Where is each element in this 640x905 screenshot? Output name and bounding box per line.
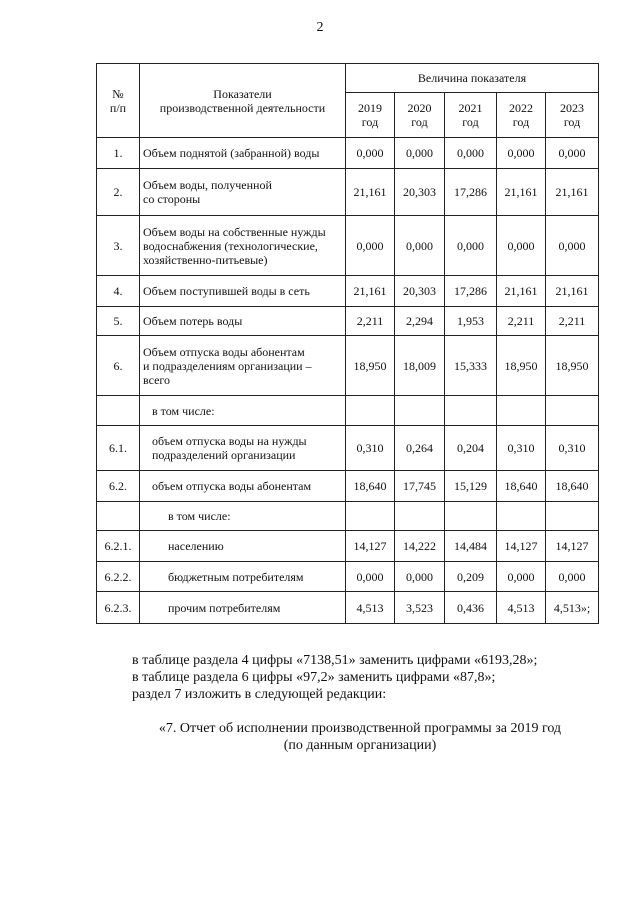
- section-title-line-2: (по данным организации): [283, 738, 437, 753]
- indicator-value: [497, 396, 546, 426]
- indicator-value: 4,513»;: [546, 592, 599, 624]
- indicator-value: [445, 396, 497, 426]
- indicator-value: 18,640: [546, 471, 599, 502]
- indicator-name: Объем поднятой (забранной) воды: [140, 138, 346, 169]
- indicator-value: 21,161: [346, 169, 395, 216]
- indicator-value: 0,310: [346, 426, 395, 471]
- table-row: [97, 502, 599, 531]
- table-row: [97, 592, 599, 624]
- indicator-value: 0,000: [546, 138, 599, 169]
- indicator-value: 2,211: [546, 307, 599, 336]
- indicator-value: 21,161: [546, 169, 599, 216]
- indicator-name: Объем воды, полученной со стороны: [140, 169, 346, 216]
- indicator-value: 18,950: [497, 336, 546, 396]
- indicator-value: 4,513: [346, 592, 395, 624]
- indicator-value: 21,161: [546, 276, 599, 307]
- indicator-value: 14,484: [445, 531, 497, 562]
- table-row: [97, 426, 599, 471]
- indicator-value: 0,204: [445, 426, 497, 471]
- table-row: [97, 276, 599, 307]
- row-number: 5.: [97, 307, 140, 336]
- indicator-name: прочим потребителям: [140, 592, 346, 624]
- row-number: [97, 502, 140, 531]
- indicator-value: 18,950: [546, 336, 599, 396]
- indicator-value: 17,286: [445, 169, 497, 216]
- indicator-value: 0,000: [395, 138, 445, 169]
- indicator-value: 0,000: [395, 216, 445, 276]
- table-row: [97, 169, 599, 216]
- indicator-value: 14,127: [546, 531, 599, 562]
- indicator-name: Объем поступившей воды в сеть: [140, 276, 346, 307]
- production-indicators-table: [96, 63, 599, 624]
- indicator-value: 18,950: [346, 336, 395, 396]
- indicator-value: [395, 502, 445, 531]
- indicator-value: 0,000: [546, 216, 599, 276]
- table-row: [97, 531, 599, 562]
- col-header-year: 2020 год: [395, 93, 445, 138]
- indicator-value: 17,745: [395, 471, 445, 502]
- row-number: 6.2.3.: [97, 592, 140, 624]
- row-number: 4.: [97, 276, 140, 307]
- indicator-name: объем отпуска воды на нужды подразделений организации: [140, 426, 346, 471]
- indicator-value: 2,294: [395, 307, 445, 336]
- indicator-value: 0,000: [497, 216, 546, 276]
- indicator-value: 14,222: [395, 531, 445, 562]
- indicator-value: 0,310: [546, 426, 599, 471]
- table-row: [97, 138, 599, 169]
- row-number: 6.1.: [97, 426, 140, 471]
- indicator-value: [445, 502, 497, 531]
- section-title: [0, 720, 640, 754]
- row-number: [97, 396, 140, 426]
- indicator-value: 4,513: [497, 592, 546, 624]
- indicator-value: 21,161: [497, 276, 546, 307]
- indicator-value: [546, 396, 599, 426]
- indicator-value: [346, 396, 395, 426]
- indicator-value: 20,303: [395, 276, 445, 307]
- indicator-value: 18,640: [497, 471, 546, 502]
- indicator-value: [395, 396, 445, 426]
- indicator-value: 20,303: [395, 169, 445, 216]
- col-header-year: 2022 год: [497, 93, 546, 138]
- indicator-value: 21,161: [497, 169, 546, 216]
- indicator-value: 0,000: [445, 216, 497, 276]
- indicator-name: Объем воды на собственные нужды водоснабжения (технологические, хозяйственно-питьевые): [140, 216, 346, 276]
- table-row: [97, 471, 599, 502]
- indicator-value: 2,211: [497, 307, 546, 336]
- indicator-value: 0,000: [546, 562, 599, 592]
- indicator-value: 14,127: [497, 531, 546, 562]
- indicator-value: 0,264: [395, 426, 445, 471]
- indicator-value: 17,286: [445, 276, 497, 307]
- col-header-year: 2021 год: [445, 93, 497, 138]
- indicator-value: 0,000: [497, 562, 546, 592]
- col-header-year: 2019 год: [346, 93, 395, 138]
- indicator-value: 2,211: [346, 307, 395, 336]
- indicator-name: объем отпуска воды абонентам: [140, 471, 346, 502]
- indicator-value: 0,000: [346, 562, 395, 592]
- indicator-value: 0,209: [445, 562, 497, 592]
- indicator-name: населению: [140, 531, 346, 562]
- table-row: [97, 336, 599, 396]
- indicator-value: 15,129: [445, 471, 497, 502]
- indicator-value: 21,161: [346, 276, 395, 307]
- table-row: [97, 396, 599, 426]
- indicator-value: 0,000: [346, 216, 395, 276]
- indicator-value: [497, 502, 546, 531]
- indicator-value: 15,333: [445, 336, 497, 396]
- row-number: 6.: [97, 336, 140, 396]
- col-header-year: 2023 год: [546, 93, 599, 138]
- indicator-value: 3,523: [395, 592, 445, 624]
- row-number: 6.2.1.: [97, 531, 140, 562]
- col-header-num: № п/п: [97, 64, 140, 138]
- indicator-name: бюджетным потребителям: [140, 562, 346, 592]
- indicator-name: в том числе:: [140, 502, 346, 531]
- row-number: 2.: [97, 169, 140, 216]
- indicator-value: 1,953: [445, 307, 497, 336]
- indicator-name: Объем потерь воды: [140, 307, 346, 336]
- indicator-value: 0,436: [445, 592, 497, 624]
- amendment-paragraph: в таблице раздела 4 цифры «7138,51» заменить цифрами «6193,28»;: [132, 653, 538, 668]
- table-row: [97, 562, 599, 592]
- row-number: 6.2.2.: [97, 562, 140, 592]
- indicator-value: [346, 502, 395, 531]
- amendment-paragraph: в таблице раздела 6 цифры «97,2» заменить цифрами «87,8»;: [132, 670, 496, 685]
- amendment-paragraph: раздел 7 изложить в следующей редакции:: [132, 687, 387, 702]
- col-header-indicator: Показатели производственной деятельности: [140, 64, 346, 138]
- row-number: 6.2.: [97, 471, 140, 502]
- row-number: 3.: [97, 216, 140, 276]
- page-number: 2: [316, 20, 324, 35]
- section-title-line-1: «7. Отчет об исполнении производственной программы за 2019 год: [158, 721, 562, 736]
- indicator-value: 0,000: [445, 138, 497, 169]
- indicator-value: 0,000: [395, 562, 445, 592]
- table-row: [97, 307, 599, 336]
- indicator-value: 14,127: [346, 531, 395, 562]
- row-number: 1.: [97, 138, 140, 169]
- indicator-value: 18,640: [346, 471, 395, 502]
- indicator-value: 0,000: [497, 138, 546, 169]
- col-header-value-group: Величина показателя: [346, 64, 599, 93]
- indicator-value: 0,310: [497, 426, 546, 471]
- indicator-name: Объем отпуска воды абонентам и подразделениям организации – всего: [140, 336, 346, 396]
- table-row: [97, 216, 599, 276]
- indicator-value: 18,009: [395, 336, 445, 396]
- indicator-name: в том числе:: [140, 396, 346, 426]
- amendment-paragraphs: [132, 652, 612, 703]
- indicator-value: [546, 502, 599, 531]
- indicator-value: 0,000: [346, 138, 395, 169]
